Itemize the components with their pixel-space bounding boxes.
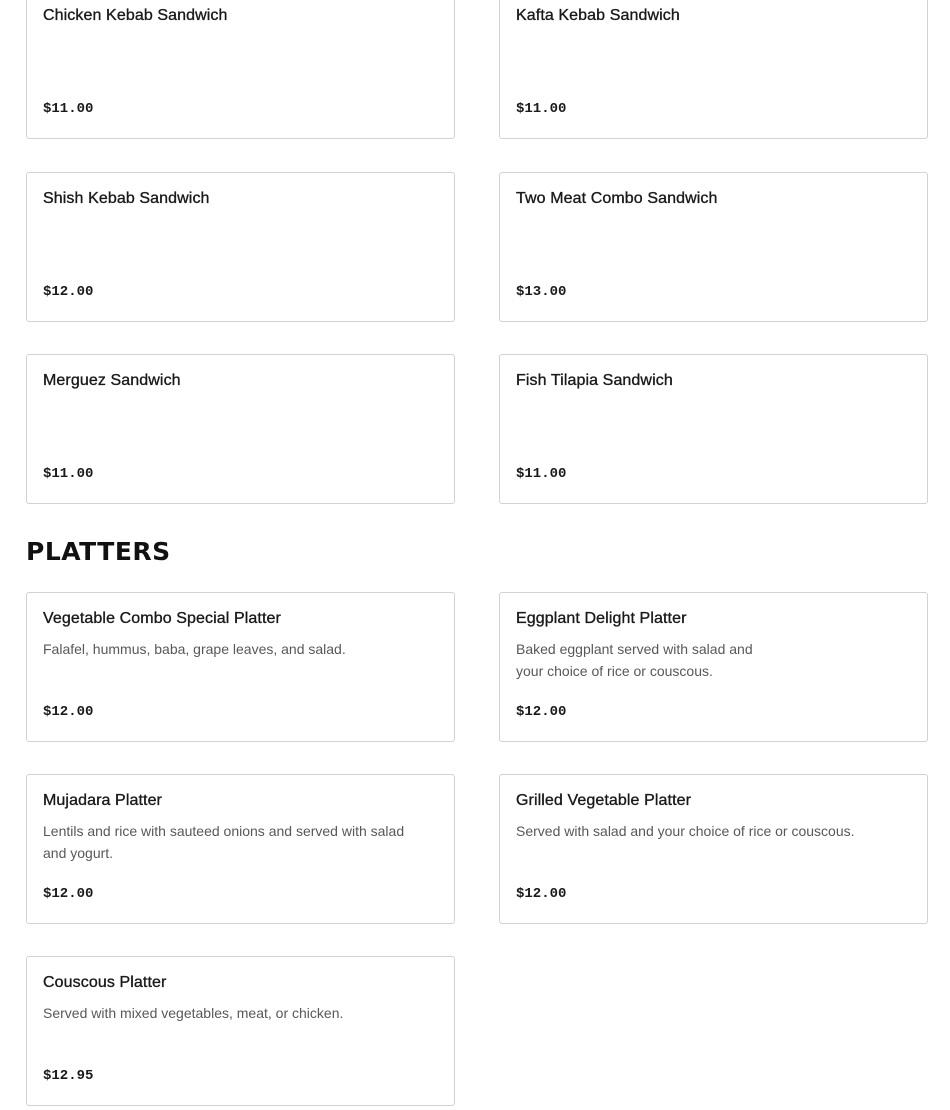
menu-item-name: Chicken Kebab Sandwich xyxy=(43,7,228,24)
menu-item-price: $12.00 xyxy=(516,704,567,720)
menu-item-name: Kafta Kebab Sandwich xyxy=(516,7,680,24)
menu-item-name: Shish Kebab Sandwich xyxy=(43,190,210,207)
menu-item-price: $11.00 xyxy=(43,101,94,117)
menu-item-card[interactable] xyxy=(26,956,455,1106)
menu-item-price: $12.00 xyxy=(43,284,94,300)
menu-item-card[interactable] xyxy=(499,774,928,924)
menu-item-name: Couscous Platter xyxy=(43,974,167,991)
menu-item-card[interactable] xyxy=(26,172,455,322)
menu-item-description: Served with mixed vegetables, meat, or chicken. xyxy=(43,1005,344,1021)
menu-item-name: Vegetable Combo Special Platter xyxy=(43,610,281,627)
menu-item-name: Grilled Vegetable Platter xyxy=(516,792,692,809)
menu-item-price: $12.00 xyxy=(516,886,567,902)
menu-item-price: $12.00 xyxy=(43,886,94,902)
menu-item-card[interactable] xyxy=(26,774,455,924)
menu-item-description: Baked eggplant served with salad and your choice of rice or couscous. xyxy=(516,641,753,679)
menu-item-card[interactable] xyxy=(499,354,928,504)
menu-item-price: $12.95 xyxy=(43,1068,94,1084)
menu-item-name: Eggplant Delight Platter xyxy=(516,610,687,627)
menu-item-card[interactable] xyxy=(26,592,455,742)
menu-item-price: $11.00 xyxy=(43,466,94,482)
menu-item-card[interactable] xyxy=(26,0,455,139)
menu-item-description: Falafel, hummus, baba, grape leaves, and salad. xyxy=(43,641,346,657)
menu-item-card[interactable] xyxy=(499,0,928,139)
menu-item-price: $12.00 xyxy=(43,704,94,720)
menu-item-name: Fish Tilapia Sandwich xyxy=(516,372,673,389)
menu-item-name: Merguez Sandwich xyxy=(43,372,181,389)
menu-item-card[interactable] xyxy=(499,172,928,322)
menu-item-card[interactable] xyxy=(26,354,455,504)
menu-item-description: Served with salad and your choice of rice or couscous. xyxy=(516,823,855,839)
menu-item-card[interactable] xyxy=(499,592,928,742)
section-title-platters: PLATTERS xyxy=(26,537,171,566)
menu-item-price: $11.00 xyxy=(516,101,567,117)
menu-item-price: $13.00 xyxy=(516,284,567,300)
menu-item-name: Two Meat Combo Sandwich xyxy=(516,190,718,207)
menu-item-name: Mujadara Platter xyxy=(43,792,162,809)
menu-item-description: Lentils and rice with sauteed onions and served with salad and yogurt. xyxy=(43,823,405,861)
menu-item-price: $11.00 xyxy=(516,466,567,482)
